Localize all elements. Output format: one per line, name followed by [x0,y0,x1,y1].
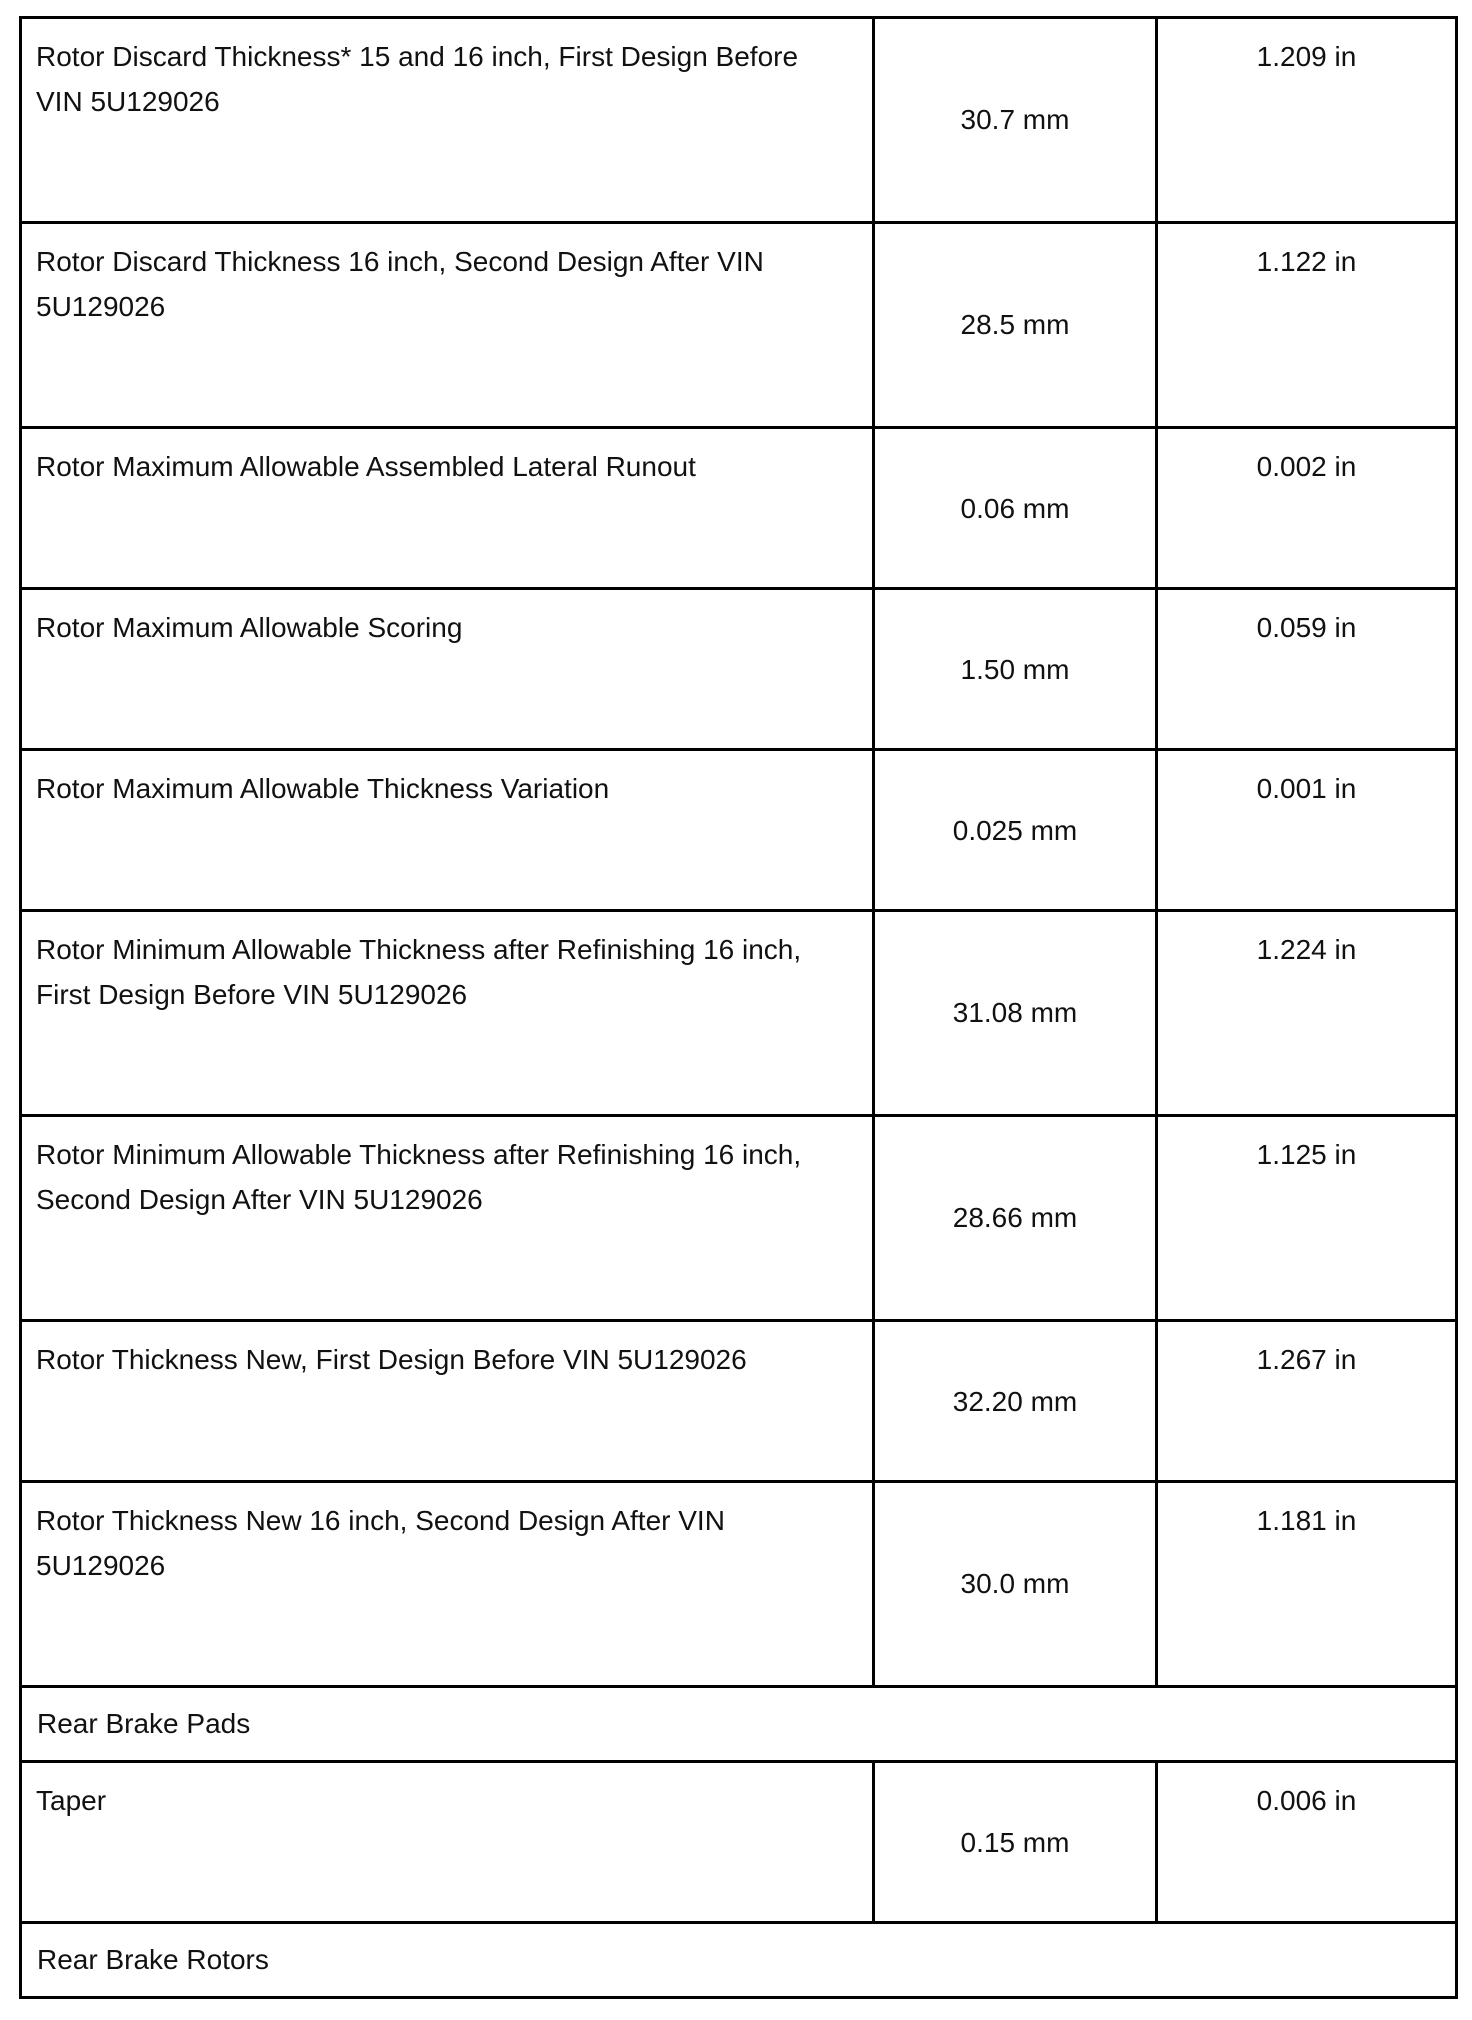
metric-value: 32.20 mm [952,1386,1078,1417]
description-cell [21,223,874,428]
metric-value: 0.15 mm [960,1827,1070,1858]
description-text: Rotor Thickness New, First Design Before VIN 5U129026 [36,1344,747,1375]
english-cell [1157,1321,1457,1482]
description-text: Rotor Maximum Allowable Thickness Variation [36,773,610,804]
section-header-row [21,1687,1457,1762]
table-row [21,1482,1457,1687]
metric-value: 0.06 mm [960,493,1070,524]
english-value: 1.122 in [1256,246,1357,277]
english-cell [1157,223,1457,428]
english-value: 1.181 in [1256,1505,1357,1536]
metric-value: 28.66 mm [952,1202,1078,1233]
metric-value: 0.025 mm [952,815,1078,846]
metric-cell [874,18,1157,223]
metric-cell [874,1482,1157,1687]
description-cell [21,589,874,750]
description-text: Rotor Minimum Allowable Thickness after Refinishing 16 inch, First Design Before VIN 5U129026 [36,934,802,1010]
table-row [21,589,1457,750]
description-text: Rotor Minimum Allowable Thickness after Refinishing 16 inch, Second Design After VIN 5U129026 [36,1139,802,1215]
metric-cell [874,911,1157,1116]
table-row [21,428,1457,589]
section-header-row [21,1923,1457,1998]
description-cell [21,750,874,911]
description-text: Rotor Maximum Allowable Scoring [36,612,463,643]
table-row [21,1116,1457,1321]
section-header-rear-brake-pads [21,1687,1457,1762]
section-header-text: Rear Brake Pads [37,1708,251,1739]
description-text: Rotor Discard Thickness 16 inch, Second Design After VIN 5U129026 [36,246,764,322]
metric-cell [874,223,1157,428]
description-text: Taper [36,1785,107,1816]
metric-value: 1.50 mm [960,654,1070,685]
table-row [21,750,1457,911]
metric-cell [874,750,1157,911]
metric-cell [874,1321,1157,1482]
english-cell [1157,1482,1457,1687]
english-cell [1157,18,1457,223]
description-text: Rotor Thickness New 16 inch, Second Design After VIN 5U129026 [36,1505,725,1581]
description-cell [21,1116,874,1321]
metric-value: 31.08 mm [952,997,1078,1028]
english-cell [1157,1116,1457,1321]
metric-value: 30.7 mm [960,104,1070,135]
english-value: 1.224 in [1256,934,1357,965]
table-row [21,1321,1457,1482]
table-row [21,223,1457,428]
english-cell [1157,428,1457,589]
description-cell [21,1482,874,1687]
table-row [21,1762,1457,1923]
english-cell [1157,589,1457,750]
description-cell [21,911,874,1116]
description-cell [21,1762,874,1923]
section-header-text: Rear Brake Rotors [37,1944,269,1975]
metric-cell [874,428,1157,589]
metric-cell [874,1116,1157,1321]
english-value: 1.267 in [1256,1344,1357,1375]
english-value: 0.002 in [1256,451,1357,482]
metric-cell [874,1762,1157,1923]
english-value: 0.006 in [1256,1785,1357,1816]
section-header-rear-brake-rotors [21,1923,1457,1998]
english-value: 1.125 in [1256,1139,1357,1170]
description-cell [21,1321,874,1482]
metric-value: 30.0 mm [960,1568,1070,1599]
english-cell [1157,1762,1457,1923]
table-row [21,18,1457,223]
description-cell [21,428,874,589]
description-cell [21,18,874,223]
table-row [21,911,1457,1116]
english-cell [1157,750,1457,911]
specification-table [19,16,1458,1999]
english-value: 0.001 in [1256,773,1357,804]
english-value: 0.059 in [1256,612,1357,643]
metric-value: 28.5 mm [960,309,1070,340]
english-value: 1.209 in [1256,41,1357,72]
metric-cell [874,589,1157,750]
description-text: Rotor Discard Thickness* 15 and 16 inch, First Design Before VIN 5U129026 [36,41,799,117]
description-text: Rotor Maximum Allowable Assembled Lateral Runout [36,451,696,482]
english-cell [1157,911,1457,1116]
